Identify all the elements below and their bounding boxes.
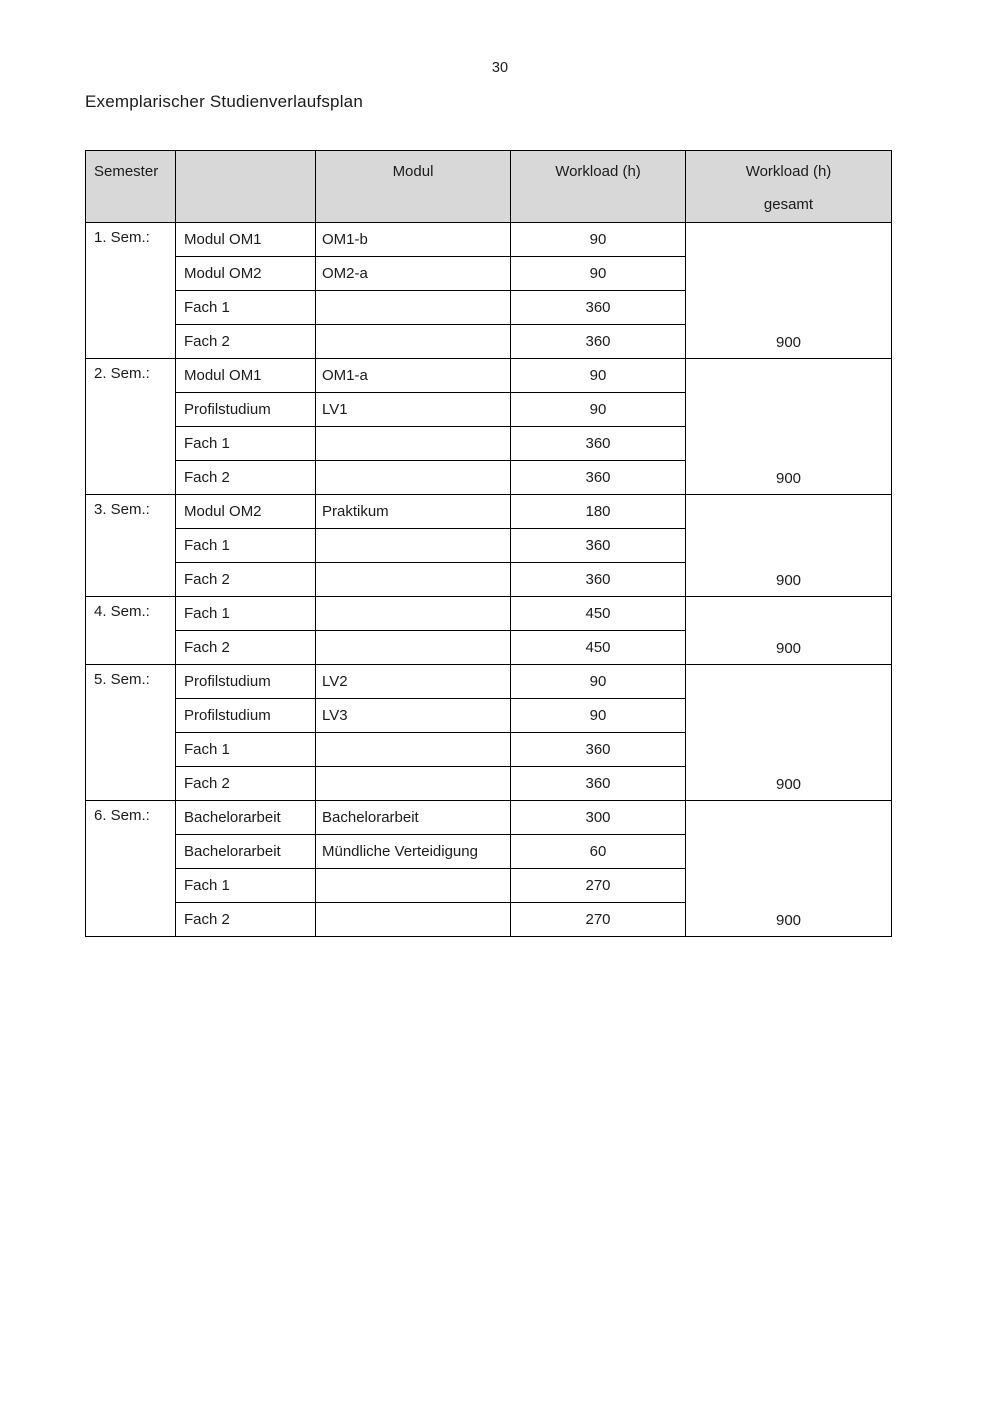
workload-cell: 270: [511, 869, 686, 903]
category-cell: Fach 1: [176, 869, 316, 903]
modul-cell: [316, 427, 511, 461]
modul-cell: OM1-b: [316, 223, 511, 257]
workload-cell: 360: [511, 767, 686, 801]
category-cell: Fach 1: [176, 529, 316, 563]
workload-cell: 360: [511, 733, 686, 767]
category-cell: Modul OM2: [176, 257, 316, 291]
category-cell: Bachelorarbeit: [176, 801, 316, 835]
workload-total-cell: 900: [686, 495, 892, 597]
semester-cell: 5. Sem.:: [86, 665, 176, 801]
category-cell: Modul OM2: [176, 495, 316, 529]
modul-cell: [316, 563, 511, 597]
workload-cell: 300: [511, 801, 686, 835]
category-cell: Fach 1: [176, 291, 316, 325]
workload-cell: 450: [511, 597, 686, 631]
category-cell: Fach 1: [176, 733, 316, 767]
modul-cell: [316, 325, 511, 359]
table-header-row: [86, 151, 892, 223]
modul-cell: Bachelorarbeit: [316, 801, 511, 835]
workload-cell: 90: [511, 665, 686, 699]
modul-cell: [316, 767, 511, 801]
modul-cell: [316, 903, 511, 937]
workload-cell: 270: [511, 903, 686, 937]
modul-cell: Mündliche Verteidigung: [316, 835, 511, 869]
study-plan-table: [85, 150, 892, 937]
table-row: [86, 495, 892, 529]
header-workload-gesamt-line2: gesamt: [763, 196, 814, 213]
semester-cell: 4. Sem.:: [86, 597, 176, 665]
modul-cell: [316, 461, 511, 495]
modul-cell: LV1: [316, 393, 511, 427]
workload-cell: 360: [511, 325, 686, 359]
workload-cell: 360: [511, 563, 686, 597]
semester-cell: 1. Sem.:: [86, 223, 176, 359]
workload-cell: 90: [511, 359, 686, 393]
workload-total-cell: 900: [686, 801, 892, 937]
header-semester: Semester: [86, 151, 176, 223]
workload-cell: 360: [511, 529, 686, 563]
category-cell: Fach 1: [176, 597, 316, 631]
modul-cell: LV2: [316, 665, 511, 699]
modul-cell: [316, 597, 511, 631]
modul-cell: OM1-a: [316, 359, 511, 393]
category-cell: Profilstudium: [176, 393, 316, 427]
header-workload-gesamt-line1: Workload (h): [745, 163, 832, 180]
table-row: [86, 223, 892, 257]
workload-cell: 360: [511, 461, 686, 495]
workload-cell: 360: [511, 427, 686, 461]
workload-total-cell: 900: [686, 223, 892, 359]
header-modul: Modul: [316, 151, 511, 223]
header-workload-gesamt: [686, 151, 892, 223]
header-category-empty: [176, 151, 316, 223]
category-cell: Fach 1: [176, 427, 316, 461]
category-cell: Profilstudium: [176, 699, 316, 733]
workload-total-cell: 900: [686, 665, 892, 801]
workload-total-cell: 900: [686, 597, 892, 665]
page-number: 30: [491, 60, 509, 76]
modul-cell: [316, 733, 511, 767]
workload-cell: 90: [511, 257, 686, 291]
category-cell: Fach 2: [176, 563, 316, 597]
table-row: [86, 597, 892, 631]
table-row: [86, 359, 892, 393]
semester-cell: 3. Sem.:: [86, 495, 176, 597]
workload-cell: 90: [511, 699, 686, 733]
category-cell: Modul OM1: [176, 223, 316, 257]
page-title: Exemplarischer Studienverlaufsplan: [85, 92, 363, 111]
category-cell: Fach 2: [176, 903, 316, 937]
category-cell: Fach 2: [176, 325, 316, 359]
category-cell: Fach 2: [176, 631, 316, 665]
modul-cell: [316, 631, 511, 665]
modul-cell: OM2-a: [316, 257, 511, 291]
workload-cell: 90: [511, 223, 686, 257]
category-cell: Fach 2: [176, 461, 316, 495]
modul-cell: [316, 291, 511, 325]
table-row: [86, 801, 892, 835]
workload-cell: 360: [511, 291, 686, 325]
modul-cell: LV3: [316, 699, 511, 733]
header-workload: Workload (h): [511, 151, 686, 223]
workload-cell: 60: [511, 835, 686, 869]
table-row: [86, 665, 892, 699]
workload-cell: 90: [511, 393, 686, 427]
semester-cell: 6. Sem.:: [86, 801, 176, 937]
semester-cell: 2. Sem.:: [86, 359, 176, 495]
modul-cell: [316, 869, 511, 903]
workload-cell: 450: [511, 631, 686, 665]
category-cell: Profilstudium: [176, 665, 316, 699]
category-cell: Modul OM1: [176, 359, 316, 393]
modul-cell: [316, 529, 511, 563]
category-cell: Bachelorarbeit: [176, 835, 316, 869]
category-cell: Fach 2: [176, 767, 316, 801]
workload-cell: 180: [511, 495, 686, 529]
workload-total-cell: 900: [686, 359, 892, 495]
modul-cell: Praktikum: [316, 495, 511, 529]
